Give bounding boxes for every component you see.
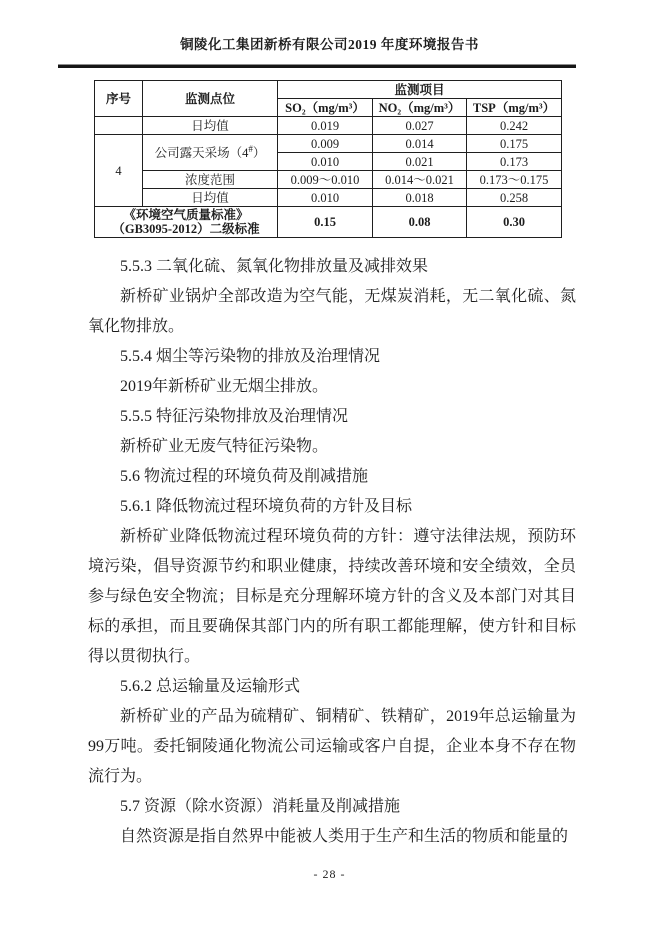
header-serial: 序号 xyxy=(95,81,143,117)
cell-no2: 0.014～0.021 xyxy=(373,171,467,189)
cell-tsp: 0.242 xyxy=(467,117,562,135)
cell-tsp: 0.175 xyxy=(467,135,562,153)
standard-tsp: 0.30 xyxy=(467,207,562,238)
table-header-row xyxy=(95,81,562,99)
page-title: 铜陵化工集团新桥有限公司2019 年度环境报告书 xyxy=(180,37,479,52)
paragraph: 新桥矿业降低物流过程环境负荷的方针：遵守法律法规，预防环境污染，倡导资源节约和职业健康，持续改善环境和安全绩效，全员参与绿色安全物流；目标是充分理解环境方针的含义及本部门对其目标的承担，而且要确保其部门内的所有职工都能理解，使方针和目标得以贯彻执行。 xyxy=(88,528,576,665)
cell-tsp: 0.258 xyxy=(467,189,562,207)
table-row xyxy=(95,117,562,135)
cell-so2: 0.009～0.010 xyxy=(278,171,373,189)
standard-no2: 0.08 xyxy=(373,207,467,238)
section-heading: 5.6.2 总运输量及运输形式 xyxy=(120,678,301,695)
cell-no2: 0.027 xyxy=(373,117,467,135)
cell-serial xyxy=(95,117,143,135)
section-heading: 5.5.5 特征污染物排放及治理情况 xyxy=(120,408,349,425)
section-heading: 5.5.3 二氧化硫、氮氧化物排放量及减排效果 xyxy=(120,258,429,275)
standard-so2: 0.15 xyxy=(278,207,373,238)
header-no2: NO₂（mg/m³） xyxy=(373,99,467,117)
paragraph: 新桥矿业的产品为硫精矿、铜精矿、铁精矿，2019年总运输量为99万吨。委托铜陵通化物流公司运输或客户自提，企业本身不存在物流行为。 xyxy=(88,708,576,785)
paragraph: 2019年新桥矿业无烟尘排放。 xyxy=(120,378,329,395)
cell-tsp: 0.173～0.175 xyxy=(467,171,562,189)
cell-site: 日均值 xyxy=(143,189,278,207)
cell-no2: 0.018 xyxy=(373,189,467,207)
cell-so2: 0.009 xyxy=(278,135,373,153)
cell-so2: 0.010 xyxy=(278,153,373,171)
cell-tsp: 0.173 xyxy=(467,153,562,171)
cell-no2: 0.021 xyxy=(373,153,467,171)
table-standard-row xyxy=(95,207,562,238)
site-superscript: # xyxy=(248,143,253,154)
section-heading: 5.5.4 烟尘等污染物的排放及治理情况 xyxy=(120,348,381,365)
monitoring-table xyxy=(94,80,562,238)
cell-site: 日均值 xyxy=(143,117,278,135)
section-heading: 5.7 资源（除水资源）消耗量及削减措施 xyxy=(120,798,401,815)
paragraph: 自然资源是指自然界中能被人类用于生产和生活的物质和能量的 xyxy=(120,828,569,845)
header-tsp: TSP（mg/m³） xyxy=(467,99,562,117)
header-site: 监测点位 xyxy=(143,81,278,117)
header-so2: SO₂（mg/m³） xyxy=(278,99,373,117)
cell-serial: 4 xyxy=(95,135,143,207)
section-heading: 5.6.1 降低物流过程环境负荷的方针及目标 xyxy=(120,498,413,515)
cell-so2: 0.019 xyxy=(278,117,373,135)
table-row xyxy=(95,171,562,189)
document-body xyxy=(88,252,576,852)
cell-so2: 0.010 xyxy=(278,189,373,207)
paragraph: 新桥矿业无废气特征污染物。 xyxy=(120,438,329,455)
paragraph: 新桥矿业锅炉全部改造为空气能，无煤炭消耗，无二氧化硫、氮氧化物排放。 xyxy=(88,288,576,335)
cell-site: 公司露天采场（4#） xyxy=(143,135,278,171)
cell-no2: 0.014 xyxy=(373,135,467,153)
section-heading: 5.6 物流过程的环境负荷及削减措施 xyxy=(120,468,369,485)
header-items: 监测项目 xyxy=(278,81,562,99)
table-row xyxy=(95,135,562,153)
header-rule xyxy=(58,64,576,68)
table-row xyxy=(95,189,562,207)
page-number: - 28 - xyxy=(313,867,346,881)
cell-site: 浓度范围 xyxy=(143,171,278,189)
standard-label: 《环境空气质量标准》（GB3095-2012）二级标准 xyxy=(95,207,278,238)
